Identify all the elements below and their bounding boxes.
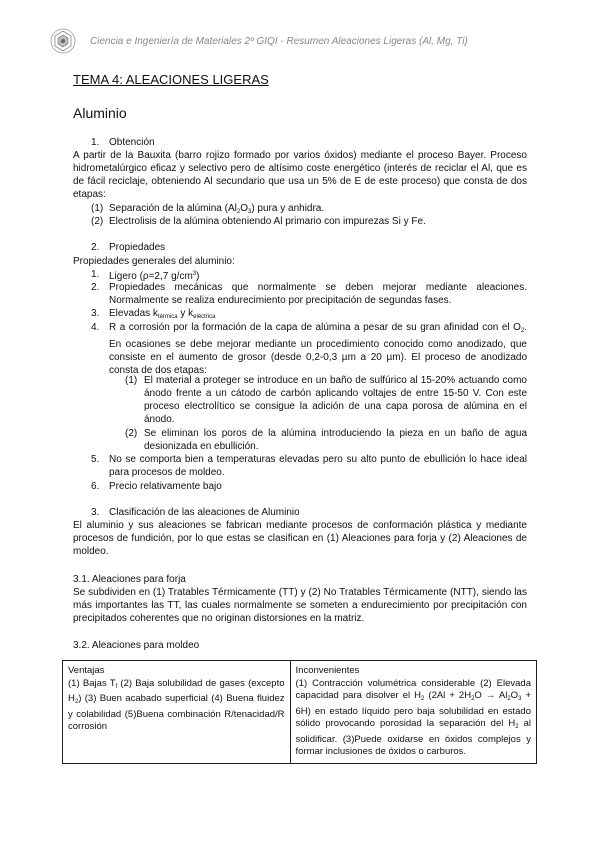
ventajas-cell [63, 661, 291, 764]
propiedad-1-num: 1. [91, 269, 100, 280]
clasificacion-heading: 3. Clasificación de las aleaciones de Aluminio [91, 507, 300, 518]
moldeo-table [62, 660, 537, 764]
propiedad-4-num: 4. [91, 322, 100, 333]
anodizado-step-2: Se eliminan los poros de la alúmina introduciendo la pieza en un baño de agua desionizada en ebullición. [144, 428, 527, 452]
page-header: Ciencia e Ingeniería de Materiales 2º GIQI - Resumen Aleaciones Ligeras (Al, Mg, Ti) [90, 36, 468, 47]
forja-paragraph: Se subdividen en (1) Tratables Térmicamente (TT) y (2) No Tratables Térmicamente (NTT), siendo las más importantes las TT, las cuales normalmente se someten a endurecimiento por precipitación con precipitados coherentes que no originan distorsiones en la matriz. [73, 587, 527, 624]
hexagon-logo-icon [50, 28, 76, 54]
propiedad-4: R a corrosión por la formación de la capa de alúmina a pesar de su gran afinidad con el $O_2$. En ocasiones se debe mejorar mediante un procedimiento conocido como anodizado, que consiste en el aumento de grosor (desde 0,2-0,3 µm a 20 µm). El proceso de anodizado consta de dos etapas: [109, 322, 527, 376]
anodizado-step-1: El material a proteger se introduce en un baño de sulfúrico al 15-20% actuando como ánodo frente a un cátodo de carbón aplicando voltajes de entre 15-50 V. Con este proceso electrolítico se consigue la adición de una capa porosa de alúmina en el ánodo. [144, 375, 527, 425]
forja-heading: 3.1. Aleaciones para forja [73, 574, 186, 585]
inconvenientes-header: Inconvenientes [295, 665, 360, 676]
obtencion-step-2: (2) Electrolisis de la alúmina obteniendo Al primario con impurezas Si y Fe. [91, 216, 426, 227]
obtencion-paragraph: A partir de la Bauxita (barro rojizo formado por varios óxidos) mediante el proceso Bayer. Proceso hidrometalúrgico eficaz y selectivo pero de altísimo coste energético (interés de reciclar el Al, que es de fácil reciclaje, obteniendo Al secundario que usa un 5% de E de este proceso) que consta de dos etapas: [73, 150, 527, 200]
ventajas-header: Ventajas [68, 665, 105, 676]
propiedad-3: Elevadas $k_{térmica}$ y $k_{eléctrica}$ [109, 308, 216, 320]
anodizado-step-1-num: (1) [125, 375, 138, 386]
propiedad-6: Precio relativamente bajo [109, 481, 222, 492]
clasificacion-paragraph: El aluminio y sus aleaciones se fabrican mediante procesos de conformación plástica y mediante procesos de fundición, por lo que estas se clasifican en (1) Aleaciones para forja y (2) Aleaciones de moldeo. [73, 520, 527, 557]
moldeo-heading: 3.2. Aleaciones para moldeo [73, 640, 200, 651]
anodizado-step-2-num: (2) [125, 428, 138, 439]
propiedad-5: No se comporta bien a temperaturas elevadas pero su alto punto de ebullición lo hace ideal para procesos de moldeo. [109, 454, 527, 478]
ventajas-text: (1) Bajas $T_f$ (2) Baja solubilidad de gases (excepto $H_2$) (3) Buen acabado superficial (4) Buena fluidez y colabilidad (5)Buena combinación R/tenacidad/R corrosión [68, 677, 285, 732]
inconvenientes-text: (1) Contracción volumétrica considerable (2) Elevada capacidad para disolver el $H_2$ $(2Al + 2H_2O \to Al_2O_3 + 6H)$ en estado líquido pero baja solubilidad en estado sólido provocando porosidad la separación del $H_2$ al solidificar. (3)Puede oxidarse en óxidos complejos y formar inclusiones de óxidos o carburos. [295, 677, 531, 757]
inconvenientes-cell [290, 661, 536, 764]
propiedad-5-num: 5. [91, 454, 100, 465]
propiedades-heading: 2. Propiedades [91, 242, 166, 253]
propiedad-2: Propiedades mecánicas que normalmente se deben mejorar mediante aleaciones. Normalmente se realiza endurecimiento por precipitación de segundas fases. [109, 282, 527, 306]
obtencion-heading: 1. Obtención [91, 137, 155, 148]
table-row [63, 661, 537, 764]
section-title: Aluminio [73, 105, 127, 121]
propiedad-6-num: 6. [91, 481, 100, 492]
propiedad-1: Ligero (ρ=2,7 $g/cm^3$) [109, 271, 200, 282]
propiedad-3-num: 3. [91, 308, 100, 319]
propiedad-2-num: 2. [91, 282, 100, 293]
page-title: TEMA 4: ALEACIONES LIGERAS [73, 72, 269, 87]
obtencion-step-1: (1) Separación de la alúmina $(Al_2O_3)$ pura y anhidra. [91, 203, 325, 215]
propiedades-intro: Propiedades generales del aluminio: [73, 256, 235, 267]
